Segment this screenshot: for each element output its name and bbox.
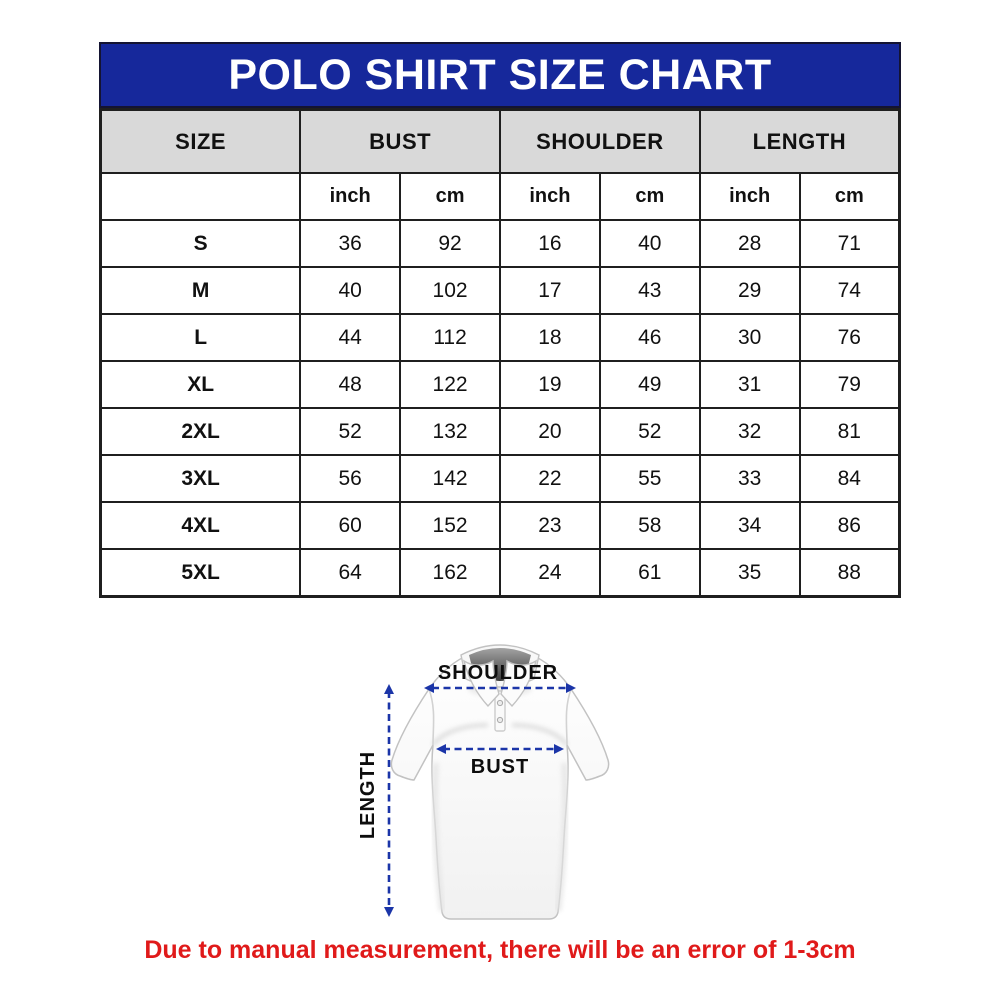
- bust-cm-cell: 132: [400, 408, 500, 455]
- button-top: [497, 700, 502, 705]
- col-header-size: SIZE: [101, 110, 301, 174]
- bust-cm-cell: 102: [400, 267, 500, 314]
- length-label: LENGTH: [357, 750, 379, 840]
- length-inch-cell: 33: [700, 455, 800, 502]
- table-row: [101, 361, 900, 408]
- length-cm-cell: 84: [800, 455, 900, 502]
- length-cm-cell: 81: [800, 408, 900, 455]
- chart-title-banner: [99, 42, 901, 108]
- size-cell: 2XL: [101, 408, 301, 455]
- length-cm-cell: 74: [800, 267, 900, 314]
- length-inch-cell: 29: [700, 267, 800, 314]
- bust-inch-cell: 64: [300, 549, 400, 597]
- size-cell: 5XL: [101, 549, 301, 597]
- size-cell: M: [101, 267, 301, 314]
- size-cell: L: [101, 314, 301, 361]
- table-row: [101, 455, 900, 502]
- length-arrow: [384, 684, 394, 917]
- size-table: [99, 108, 901, 598]
- shoulder-label: SHOULDER: [437, 662, 559, 684]
- length-inch-cell: 30: [700, 314, 800, 361]
- shoulder-cm-cell: 43: [600, 267, 700, 314]
- unit-cell-length-cm: cm: [800, 173, 900, 220]
- unit-cell-length-inch: inch: [700, 173, 800, 220]
- measurement-error-note: Due to manual measurement, there will be an error of 1-3cm: [144, 936, 856, 964]
- shoulder-inch-cell: 18: [500, 314, 600, 361]
- shoulder-cm-cell: 46: [600, 314, 700, 361]
- col-header-bust: BUST: [300, 110, 500, 174]
- bust-inch-cell: 52: [300, 408, 400, 455]
- size-cell: XL: [101, 361, 301, 408]
- unit-cell-shoulder-cm: cm: [600, 173, 700, 220]
- table-row: [101, 408, 900, 455]
- size-cell: S: [101, 220, 301, 267]
- length-cm-cell: 86: [800, 502, 900, 549]
- bust-inch-cell: 36: [300, 220, 400, 267]
- table-row: [101, 267, 900, 314]
- shoulder-inch-cell: 19: [500, 361, 600, 408]
- length-inch-cell: 35: [700, 549, 800, 597]
- shoulder-cm-cell: 52: [600, 408, 700, 455]
- table-row: [101, 220, 900, 267]
- length-inch-cell: 28: [700, 220, 800, 267]
- bust-cm-cell: 162: [400, 549, 500, 597]
- table-row: [101, 314, 900, 361]
- size-cell: 3XL: [101, 455, 301, 502]
- bust-cm-cell: 152: [400, 502, 500, 549]
- shoulder-inch-cell: 16: [500, 220, 600, 267]
- bust-cm-cell: 112: [400, 314, 500, 361]
- unit-cell-shoulder-inch: inch: [500, 173, 600, 220]
- shoulder-cm-cell: 49: [600, 361, 700, 408]
- table-row: [101, 549, 900, 597]
- length-cm-cell: 71: [800, 220, 900, 267]
- length-cm-cell: 79: [800, 361, 900, 408]
- bust-inch-cell: 60: [300, 502, 400, 549]
- shoulder-inch-cell: 17: [500, 267, 600, 314]
- unit-cell-bust-cm: cm: [400, 173, 500, 220]
- length-cm-cell: 76: [800, 314, 900, 361]
- shoulder-cm-cell: 40: [600, 220, 700, 267]
- bust-label: BUST: [470, 756, 530, 778]
- table-unit-header-row: [101, 173, 900, 220]
- button-bottom: [497, 717, 502, 722]
- bust-inch-cell: 48: [300, 361, 400, 408]
- polo-shirt-figure: [350, 633, 650, 933]
- shoulder-inch-cell: 20: [500, 408, 600, 455]
- bust-cm-cell: 92: [400, 220, 500, 267]
- shoulder-cm-cell: 58: [600, 502, 700, 549]
- length-inch-cell: 34: [700, 502, 800, 549]
- bust-cm-cell: 142: [400, 455, 500, 502]
- size-cell: 4XL: [101, 502, 301, 549]
- shoulder-inch-cell: 22: [500, 455, 600, 502]
- shoulder-inch-cell: 23: [500, 502, 600, 549]
- col-header-shoulder: SHOULDER: [500, 110, 700, 174]
- unit-spacer-cell: [101, 173, 301, 220]
- shoulder-cm-cell: 55: [600, 455, 700, 502]
- unit-cell-bust-inch: inch: [300, 173, 400, 220]
- table-group-header-row: [101, 110, 900, 174]
- table-row: [101, 502, 900, 549]
- length-inch-cell: 31: [700, 361, 800, 408]
- bust-inch-cell: 56: [300, 455, 400, 502]
- shoulder-cm-cell: 61: [600, 549, 700, 597]
- bust-cm-cell: 122: [400, 361, 500, 408]
- length-inch-cell: 32: [700, 408, 800, 455]
- length-cm-cell: 88: [800, 549, 900, 597]
- bust-inch-cell: 40: [300, 267, 400, 314]
- col-header-length: LENGTH: [700, 110, 900, 174]
- page-title: POLO SHIRT SIZE CHART: [228, 50, 772, 99]
- bust-inch-cell: 44: [300, 314, 400, 361]
- measurement-diagram: [350, 633, 650, 933]
- shoulder-inch-cell: 24: [500, 549, 600, 597]
